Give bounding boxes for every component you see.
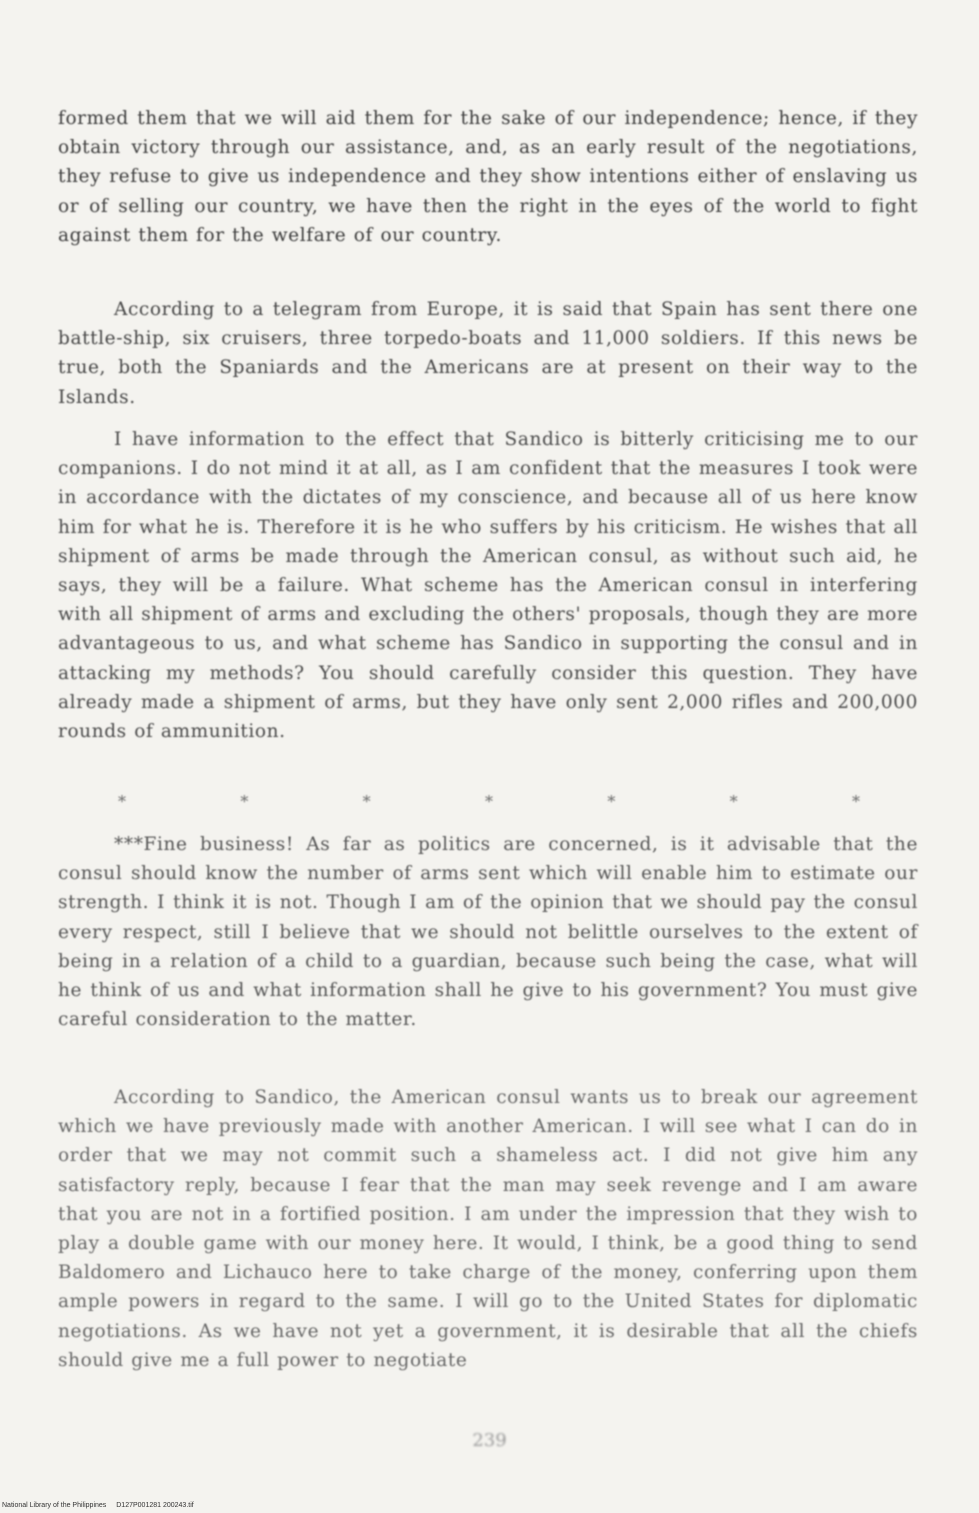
star-mark: * <box>851 792 860 811</box>
paragraph-telegram <box>58 295 918 412</box>
paragraph-fine-business <box>58 830 918 1034</box>
star-mark: * <box>607 792 616 811</box>
paragraph-text: formed them that we will aid them for the sake of our independence; hence, if they obtain victory through our assistance, and, as an early result of the negotiations, they refuse to give us independence and they show intentions either of enslaving us or of selling our country, we have then the right in the eyes of the world to fight against them for the welfare of our country. <box>58 108 918 246</box>
star-mark: * <box>729 792 738 811</box>
star-mark: * <box>118 792 126 811</box>
paragraph-text: According to a telegram from Europe, it is said that Spain has sent there one battle-ship, six cruisers, three torpedo-boats and 11,000 soldiers. If this news be true, both the Spaniards and the Americans are at present on their way to the Islands. <box>58 299 918 408</box>
star-mark: * <box>240 792 249 811</box>
document-id: D127P001281 200243.tif <box>116 1502 194 1509</box>
paragraph-text: ***Fine business! As far as politics are concerned, is it advisable that the consul should know the number of arms sent which will enable him to estimate our strength. I think it is not. Though I am of the opinion that we should pay the consul every respect, still I believe that we should not belittle ourselves to the extent of being in a relation of a child to a guardian, because such being the case, what will he think of us and what information shall he give to his government? You must give careful consideration to the matter. <box>58 834 918 1031</box>
paragraph-text: According to Sandico, the American consul wants us to break our agreement which we have previously made with another American. I will see what I can do in order that we may not commit such a shameless act. I did not give him any satisfactory reply, because I fear that the man may seek revenge and I am aware that you are not in a fortified position. I am under the impression that they wish to play a double game with our money here. It would, I think, be a good thing to send Baldomero and Lichauco here to take charge of the money, conferring upon them ample powers in regard to the same. I will go to the United States for diplomatic negotiations. As we have not yet a government, it is desirable that all the chiefs should give me a full power to negotiate <box>58 1087 918 1371</box>
page-number: 239 <box>472 1430 507 1451</box>
star-mark: * <box>362 792 371 811</box>
star-mark: * <box>484 792 493 811</box>
paragraph-sandico-criticism <box>58 425 918 746</box>
paragraph-text: I have information to the effect that Sandico is bitterly criticising me to our companions. I do not mind it at all, as I am confident that the measures I took were in accordance with the dictates of my conscience, and because all of us here know him for what he is. Therefore it is he who suffers by his criticism. He wishes that all shipment of arms be made through the American consul, as without such aid, he says, they will be a failure. What scheme has the American consul in interfering with all shipment of arms and excluding the others' proposals, though they are more advantageous to us, and what scheme has Sandico in supporting the consul and in attacking my methods? You should carefully consider this question. They have already made a shipment of arms, but they have only sent 2,000 rifles and 200,000 rounds of ammunition. <box>58 429 918 743</box>
scan-footer <box>2 1502 202 1509</box>
paragraph-continued <box>58 104 918 250</box>
ellipsis-stars <box>118 792 860 811</box>
paragraph-american-consul <box>58 1083 918 1375</box>
library-credit: National Library of the Philippines <box>2 1502 107 1509</box>
